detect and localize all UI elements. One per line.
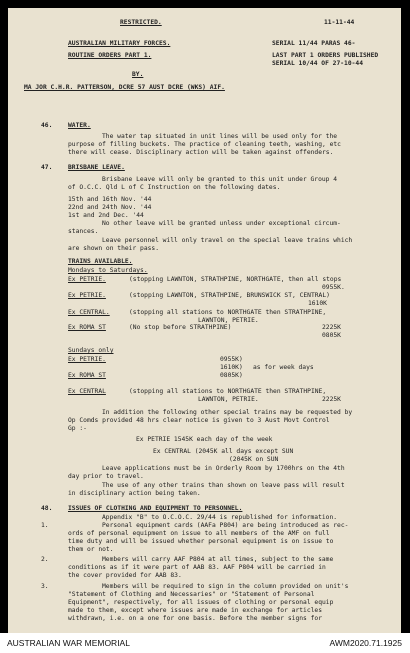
by-label: BY. (132, 71, 144, 78)
para-46-line: there will cease. Disciplinary action will be taken against offenders. (68, 149, 334, 156)
train-stops: (No stop before STRATHPINE) (129, 324, 232, 331)
train-time: 0805K) (220, 372, 243, 379)
para-48-item-number: 2. (41, 556, 49, 563)
train-origin: Ex ROMA ST (68, 372, 106, 379)
para-46-heading: WATER. (68, 122, 91, 129)
trains-heading: TRAINS AVAILABLE. (68, 258, 133, 265)
special-train: Ex PETRIE 1545K each day of the week (136, 436, 273, 443)
para-48-line: conditions as if it were part of AAB 83. AAF P804 will be carried in (68, 564, 326, 571)
para-48-line: time duty and will be issued whether personal equipment is on issue to (68, 538, 334, 545)
restricted-label: RESTRICTED. (120, 19, 162, 26)
unit-heading: AUSTRALIAN MILITARY FORCES. (68, 40, 171, 47)
leave-application-text: day prior to travel. (68, 473, 144, 480)
para-48-heading: ISSUES OF CLOTHING AND EQUIPMENT TO PERSONNEL. (68, 505, 243, 512)
train-origin: Ex PETRIE. (68, 292, 106, 299)
para-48-line: Personal equipment cards (AAFa P804) are being introduced as rec- (102, 522, 349, 529)
mondays-saturdays-label: Mondays to Saturdays. (68, 267, 148, 274)
train-note: as for week days (253, 364, 314, 371)
para-47-except: No other leave will be granted unless under exceptional circum- (102, 220, 341, 227)
para-48-number: 48. (41, 505, 53, 512)
train-stops: (stopping all stations to NORTHGATE then STRATHPINE, (129, 388, 327, 395)
train-time: 2225K (322, 324, 341, 331)
special-trains-text: In addition the following other special trains may be requested by (102, 409, 353, 416)
para-47-except: stances. (68, 228, 99, 235)
archive-name: AUSTRALIAN WAR MEMORIAL (7, 638, 130, 648)
document-page (8, 8, 401, 633)
para-46-line: The water tap situated in unit lines will be used only for the (102, 133, 338, 140)
train-time: 2225K (322, 396, 341, 403)
para-48-line: Equipment", respectively, for all issues of clothing or personal equip (68, 599, 334, 606)
para-48-line: Appendix "B" to O.C.O.C. 29/44 is republished for information. (102, 514, 338, 521)
special-train: (2045K on SUN (229, 456, 279, 463)
other-trains-text: in disciplinary action being taken. (68, 490, 201, 497)
leave-date: 1st and 2nd Dec. '44 (68, 212, 144, 219)
train-origin: Ex PETRIE. (68, 356, 106, 363)
train-stops: (stopping LAWNTON, STRATHPINE, BRUNSWICK ST, CENTRAL) (129, 292, 330, 299)
para-47-intro: of O.C.C. Qld L of C Instruction on the following dates. (68, 184, 281, 191)
leave-application-text: Leave applications must be in Orderly Room by 1700hrs on the 4th (102, 465, 345, 472)
para-47-travel: Leave personnel will only travel on the special leave trains which (102, 237, 353, 244)
para-48-line: Members will carry AAF P804 at all times, subject to the same (102, 556, 334, 563)
archive-reference: AWM2020.71.1925 (329, 638, 402, 648)
para-48-line: the cover provided for AAB 83. (68, 572, 182, 579)
special-trains-text: Gp :- (68, 425, 87, 432)
train-time: 0955K) (220, 356, 243, 363)
other-trains-text: The use of any other trains than shown on leave pass will result (102, 482, 345, 489)
train-stops: LAWNTON, PETRIE. (198, 396, 259, 403)
train-origin: Ex CENTRAL (68, 388, 106, 395)
special-trains-text: Op Comds provided 48 hrs clear notice is given to 3 Aust Movt Control (68, 417, 330, 424)
special-train: Ex CENTRAL (2045K all days except SUN (153, 448, 294, 455)
document-date: 11-11-44 (324, 19, 355, 26)
train-stops: (stopping LAWNTON, STRATHPINE, NORTHGATE, then all stops (129, 276, 342, 283)
last-part-line: LAST PART 1 ORDERS PUBLISHED (272, 52, 379, 59)
train-stops: LAWNTON, PETRIE. (198, 317, 259, 324)
para-47-number: 47. (41, 164, 53, 171)
para-47-travel: are shown on their pass. (68, 245, 159, 252)
last-serial-line: SERIAL 10/44 OF 27-10-44 (272, 60, 363, 67)
train-time: 0955K. (322, 284, 345, 291)
routine-orders-heading: ROUTINE ORDERS PART 1. (68, 52, 152, 59)
train-origin: Ex PETRIE. (68, 276, 106, 283)
train-origin: Ex ROMA ST (68, 324, 106, 331)
para-46-number: 46. (41, 122, 53, 129)
archive-footer (0, 633, 410, 653)
train-origin: Ex CENTRAL. (68, 309, 110, 316)
para-48-line: made to them, except where issues are made in exchange for articles (68, 607, 323, 614)
train-stops: (stopping all stations to NORTHGATE then STRATHPINE, (129, 309, 327, 316)
train-time: 1610K) (220, 364, 243, 371)
para-47-heading: BRISBANE LEAVE. (68, 164, 125, 171)
leave-date: 15th and 16th Nov. '44 (68, 196, 152, 203)
serial-line: SERIAL 11/44 PARAS 46- (272, 40, 356, 47)
officer-line: MA JOR C.H.R. PATTERSON, DCRE 57 AUST DCRE (WKS) AIF. (24, 84, 225, 91)
para-48-item-number: 3. (41, 583, 49, 590)
para-48-line: ords of personal equipment on issue to all members of the AMF on full (68, 530, 330, 537)
para-48-line: withdrawn, i.e. on a one for one basis. Before the member signs for (68, 615, 323, 622)
para-46-line: purpose of filling buckets. The practice of cleaning teeth, washing, etc (68, 141, 341, 148)
train-time: 1610K (308, 300, 327, 307)
leave-date: 22nd and 24th Nov. '44 (68, 204, 152, 211)
para-48-line: them or not. (68, 546, 114, 553)
sundays-label: Sundays only (68, 347, 114, 354)
para-48-line: "Statement of Clothing and Necessaries" or "Statement of Personal (68, 591, 315, 598)
para-48-item-number: 1. (41, 522, 49, 529)
para-47-intro: Brisbane Leave will only be granted to this unit under Group 4 (102, 176, 338, 183)
train-time: 0805K (322, 332, 341, 339)
para-48-line: Members will be required to sign in the column provided on unit's (102, 583, 349, 590)
